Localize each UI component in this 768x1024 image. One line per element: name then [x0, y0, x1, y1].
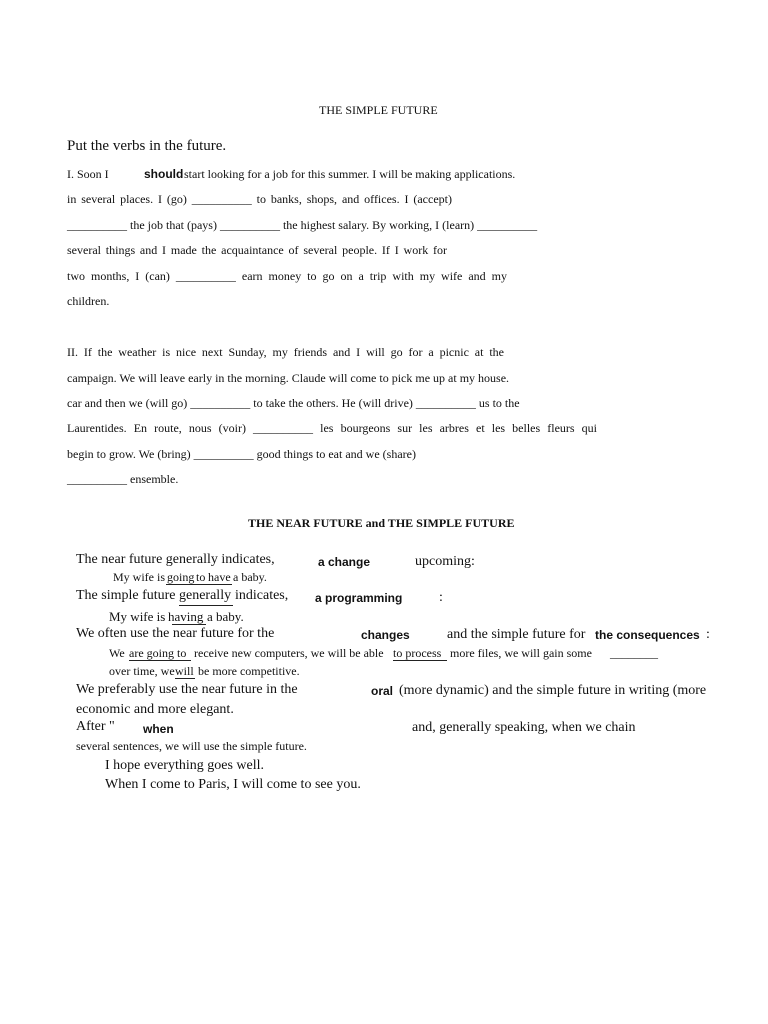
ex3-we: We — [109, 646, 125, 660]
ex3-to-process: to process — [393, 646, 442, 660]
after-answer-when: when — [143, 722, 174, 736]
near-example-to: to — [196, 570, 206, 584]
simple-example-underline — [172, 624, 206, 625]
often-answer-consequences: the consequences — [595, 628, 700, 642]
near-example-underline — [166, 584, 232, 585]
often-answer-changes: changes — [361, 628, 410, 642]
simple-future-generally-underline — [179, 605, 233, 606]
ex3-middle: receive new computers, we will be able — [194, 646, 384, 660]
ex3-process-underline — [393, 660, 447, 661]
ex3-will-underline — [175, 678, 195, 679]
simple-future-line-start: The simple future — [76, 588, 176, 603]
instruction: Put the verbs in the future. — [67, 138, 227, 154]
exercise1-line2: in several places. I (go) __________ to banks, shops, and offices. I (accept) — [67, 192, 452, 206]
after-line2: several sentences, we will use the simple future. — [76, 739, 307, 753]
ex3-are-going-to: are going to — [129, 646, 187, 660]
section-heading: THE NEAR FUTURE and THE SIMPLE FUTURE — [248, 516, 515, 530]
exercise1-line1-start: I. Soon I — [67, 167, 109, 181]
exercise1-answer-should: should — [144, 167, 184, 181]
page-title: THE SIMPLE FUTURE — [319, 103, 438, 117]
near-example-have: have — [208, 570, 231, 584]
simple-example-having: having — [168, 609, 204, 624]
near-future-line-start: The near future generally indicates, — [76, 552, 275, 567]
exercise2-line4: Laurentides. En route, nous (voir) __________ les bourgeons sur les arbres et les belles fleurs qui — [67, 421, 597, 435]
near-future-answer: a change — [318, 555, 371, 569]
pref-answer-oral: oral — [371, 684, 394, 698]
ex3-line2-start: over time, we — [109, 664, 175, 678]
often-line-start: We often use the near future for the — [76, 626, 275, 641]
after-line-start: After " — [76, 719, 115, 734]
often-line-middle: and the simple future for — [447, 627, 586, 642]
exercise1-line4: several things and I made the acquaintance of several people. If I work for — [67, 243, 447, 257]
simple-future-answer: a programming — [315, 591, 403, 605]
exercise1-line1-end: start looking for a job for this summer. I will be making applications. — [184, 167, 516, 181]
exercise2-line2: campaign. We will leave early in the morning. Claude will come to pick me up at my house. — [67, 371, 510, 385]
simple-future-colon: : — [439, 590, 443, 605]
near-example-going: going — [167, 570, 195, 584]
ex3-will: will — [175, 664, 194, 678]
ex4-line2: When I come to Paris, I will come to see you. — [105, 777, 361, 792]
pref-line-start: We preferably use the near future in the — [76, 682, 298, 697]
ex3-line2-end: be more competitive. — [198, 664, 300, 678]
exercise2-line3: car and then we (will go) __________ to take the others. He (will drive) __________ us to the — [67, 396, 520, 410]
ex4-line1: I hope everything goes well. — [105, 758, 265, 773]
near-future-line-end: upcoming: — [415, 554, 475, 569]
after-line-end: and, generally speaking, when we chain — [412, 720, 636, 735]
ex3-blank: ________ — [610, 646, 658, 660]
simple-example-end: a baby. — [207, 609, 244, 624]
ex3-end: more files, we will gain some — [450, 646, 592, 660]
pref-line-end: (more dynamic) and the simple future in writing (more — [399, 683, 707, 698]
simple-future-generally: generally — [179, 588, 232, 603]
exercise1-line6: children. — [67, 294, 110, 308]
simple-future-indicates: indicates, — [235, 588, 289, 603]
near-example-part1: My wife is — [113, 570, 165, 584]
exercise1-line5: two months, I (can) __________ earn money to go on a trip with my wife and my — [67, 269, 507, 283]
near-example-end: a baby. — [233, 570, 267, 584]
ex3-going-underline — [129, 660, 191, 661]
exercise2-line5: begin to grow. We (bring) __________ good things to eat and we (share) — [67, 447, 416, 461]
pref-line2: economic and more elegant. — [76, 702, 234, 717]
exercise2-line1: II. If the weather is nice next Sunday, my friends and I will go for a picnic at the — [67, 345, 504, 359]
often-colon: : — [706, 627, 710, 642]
simple-example-part1: My wife is — [109, 609, 166, 624]
exercise1-line3: __________ the job that (pays) __________ the highest salary. By working, I (learn) __________ — [67, 218, 538, 232]
exercise2-line6: __________ ensemble. — [67, 472, 179, 486]
